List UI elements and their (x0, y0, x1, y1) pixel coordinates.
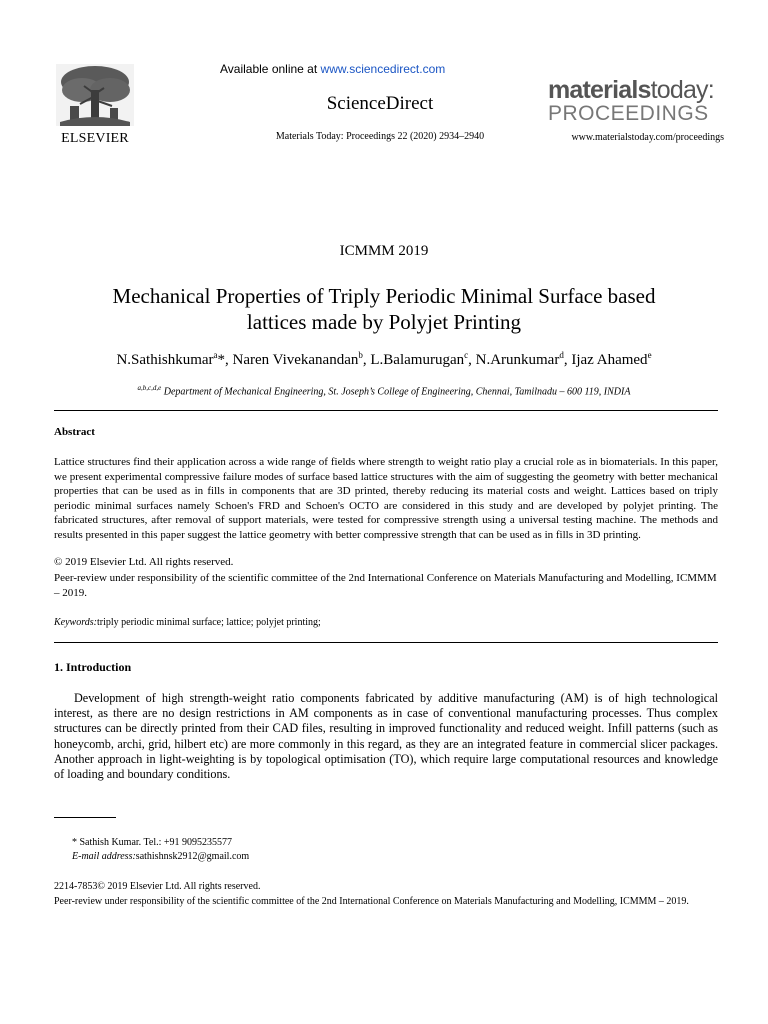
footnote-email (72, 851, 249, 862)
footer-peer-review: Peer-review under responsibility of the scientific committee of the 2nd International Conference on Materials Manufacturing and Modelling, ICMMM – 2019. (54, 896, 689, 907)
author-separator: , (468, 352, 476, 368)
author-sup: c (464, 350, 469, 360)
abstract-copyright: © 2019 Elsevier Ltd. All rights reserved. (54, 556, 234, 568)
author-mark: * (217, 352, 226, 368)
author-name: Naren Vivekanandan (232, 352, 359, 368)
affiliation-sup: a,b,c,d,e (137, 384, 162, 392)
keywords-text: triply periodic minimal surface; lattice; polyjet printing; (96, 617, 321, 628)
elsevier-logo-text: ELSEVIER (61, 131, 129, 146)
affiliation (30, 384, 738, 397)
abstract-body: Lattice structures find their application across a wide range of fields where strength to weight ratio play a crucial role as in biomaterials. In this paper, we present experimental compressive failure modes of surface based lattice structures with the aim of suggesting the geometry with better mechanical properties that can be used as in fills in components that are 3D printed, thereby reducing its material costs and weight. Lattices based on triply periodic minimal surfaces namely Schoen's FRD and Schoen's OCTO are considered in this study and are developed by polyjet printing. The fabricated structures, after removal of support materials, were tested for compressive strength using a universal testing machine. The methods and results presented in this paper suggest the lattice geometry with better compressive strength that can be used as in fills in 3D printing. (54, 456, 718, 541)
author-name: Ijaz Ahamed (571, 352, 648, 368)
introduction-body: Development of high strength-weight ratio components fabricated by additive manufacturing (AM) is of high technological interest, as there are no design restrictions in AM components as in case of conventional manufacturing processes. Thus complex structures can be directly printed from their CAD files, resulting in improved functionality and reduced weight. Infill patterns (such as honeycomb, archi, grid, hilbert etc) are more commonly in this regard, as they are an integrated feature in commercial slicer packages. Another approach in light-weighting is by topological optimisation (TO), which require large computational resources and knowledge of loading and boundary conditions. (54, 691, 718, 782)
footnote-corresponding: * Sathish Kumar. Tel.: +91 9095235577 (72, 837, 233, 848)
sciencedirect-title: ScienceDirect (326, 93, 434, 114)
email-address[interactable]: sathishnsk2912@gmail.com (135, 851, 250, 862)
author-list (30, 350, 738, 369)
author-separator: , (225, 352, 233, 368)
author-name: N.Sathishkumar (116, 352, 214, 368)
keywords (54, 617, 718, 628)
logo-word-light: today: (650, 76, 714, 104)
paper-title (60, 283, 708, 335)
logo-word-bold: materials (548, 76, 651, 104)
logo-word-sub: PROCEEDINGS (548, 102, 709, 125)
divider-bottom (54, 642, 718, 643)
footnote-divider (54, 817, 116, 818)
title-line-1: Mechanical Properties of Triply Periodic Minimal Surface based (112, 284, 656, 308)
author-sup: b (358, 350, 363, 360)
journal-reference: Materials Today: Proceedings 22 (2020) 2934–2940 (275, 131, 485, 142)
abstract-heading: Abstract (54, 426, 95, 438)
introduction-heading: 1. Introduction (54, 660, 132, 674)
author-sup: a (213, 350, 218, 360)
title-line-2: lattices made by Polyjet Printing (246, 310, 522, 334)
sciencedirect-link[interactable]: www.sciencedirect.com (320, 62, 446, 76)
available-prefix: Available online at (220, 62, 321, 76)
affiliation-text: Department of Mechanical Engineering, St. Joseph’s College of Engineering, Chennai, Tamilnadu – 600 119, INDIA (161, 386, 631, 398)
abstract-peer-review: Peer-review under responsibility of the scientific committee of the 2nd International Conference on Materials Manufacturing and Modelling, ICMMM – 2019. (54, 572, 717, 599)
materials-today-url[interactable]: www.materialstoday.com/proceedings (571, 132, 724, 143)
author-name: N.Arunkumar (475, 352, 560, 368)
available-online (220, 62, 540, 76)
author-separator: , (362, 352, 371, 368)
email-label: E-mail address: (72, 851, 136, 862)
author-name: L.Balamurugan (370, 352, 465, 368)
author-sup: d (559, 350, 564, 360)
author-separator: , (563, 352, 572, 368)
conference-name: ICMMM 2019 (339, 243, 429, 259)
materials-today-logo (548, 78, 718, 124)
author-sup: e (647, 350, 652, 360)
keywords-label: Keywords: (54, 617, 97, 628)
divider-top (54, 410, 718, 411)
footer-issn: 2214-7853© 2019 Elsevier Ltd. All rights reserved. (54, 881, 261, 892)
